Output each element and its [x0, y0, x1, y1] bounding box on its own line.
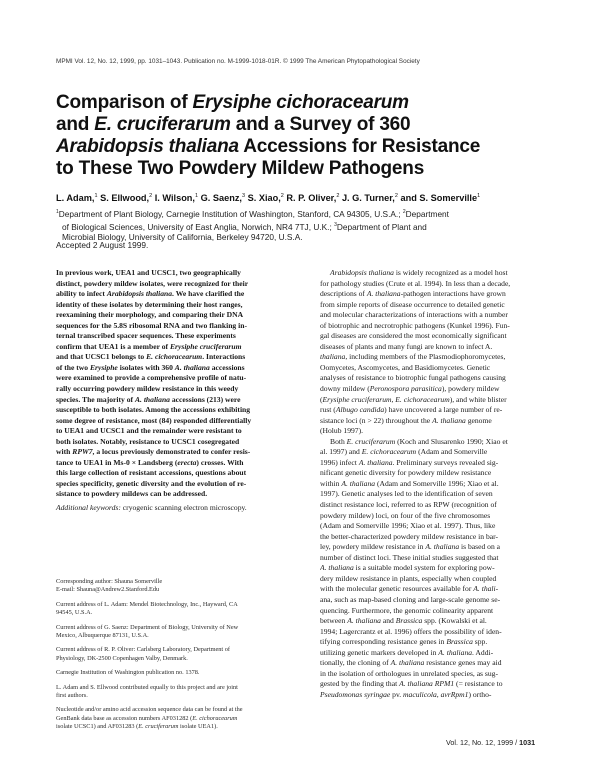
footnote-line: Physiology, DK-2500 Copenhagen Valby, Denmark. [56, 654, 188, 662]
text-line: for pathology studies (Crute et al. 1994). In less than a decade, [320, 278, 511, 288]
author-list [56, 193, 556, 203]
text-line: distinct, powdery mildew isolates, were recognized for their [56, 278, 249, 288]
text-line: Both E. cruciferarum (Koch and Slusarenko 1990; Xiao et [330, 436, 508, 446]
author-affiliation-mark: 2 [394, 193, 398, 199]
text-line: and molecular characterizations of interactions with a number [320, 310, 508, 320]
text-line: of biotrophic and necrotrophic pathogens (Kunkel 1996). Fun- [320, 320, 510, 330]
footnote-line: L. Adam and S. Ellwood contributed equally to this project and are joint [56, 683, 238, 691]
author-affiliation-mark: 3 [241, 193, 246, 199]
text-line: susceptible to both isolates. Among the accessions exhibiting [56, 405, 251, 415]
author-affiliation-mark: 2 [280, 193, 284, 199]
text-line: gested by the finding that A. thaliana RPM1 (= resistance to [320, 679, 503, 689]
text-line: species specificity, genetic diversity and the evolution of re- [56, 478, 247, 488]
footnote-line: Current address of R. P. Oliver: Carlsberg Laboratory, Department of [56, 646, 230, 654]
footnote [56, 578, 296, 595]
text-line: tance to UEA1 in Ms-0 × Landsberg (erecta) crosses. With [56, 457, 244, 467]
text-line: number of distinct loci. These initial studies suggested that [320, 552, 499, 562]
text-line: Pseudomonas syringae pv. maculicola, avrRpm1) ortho- [320, 689, 492, 699]
text-line: descriptions of A. thaliana-pathogen interactions have grown [320, 289, 506, 299]
text-line: tifying corresponding resistance genes in Brassica spp. [320, 637, 488, 647]
footer-journal: Vol. 12, No. 12, 1999 / [446, 738, 520, 747]
author-name: L. Adam, [56, 193, 95, 204]
title-line-4: to These Two Powdery Mildew Pathogens [56, 158, 425, 179]
text-line: utilizing genetic markers developed in A. thaliana. Addi- [320, 647, 494, 657]
affiliations [56, 207, 560, 243]
affiliation-line: Microbial Biology, University of California, Berkeley 94720, U.S.A. [62, 232, 303, 243]
footnote [56, 646, 296, 663]
text-line: al. 1997) and E. cichoracearum (Adam and Somerville [320, 447, 488, 457]
text-line: sequences for the 5.8S ribosomal RNA and two flanking in- [56, 320, 247, 330]
text-line: sistance to powdery mildews can be addressed. [56, 489, 208, 499]
text-line: 1997). Genetic analyses led to the identification of seven [320, 489, 493, 499]
page-footer [446, 738, 535, 747]
keywords [56, 503, 292, 514]
footnote-line: Corresponding author: Shauna Somerville [56, 578, 163, 585]
text-line: downy mildew (Peronospora parasitica), powdery mildew [320, 384, 500, 394]
text-line: ana, such as map-based cloning and large-scale genome se- [320, 594, 501, 604]
footnote-line: Nucleotide and/or amino acid accession sequence data can be found at the [56, 706, 243, 714]
text-line: analyses of resistance to biotrophic fungal pathogens causing [320, 373, 506, 383]
footnote-line: 94545, U.S.A. [56, 609, 93, 617]
right-column [320, 268, 560, 700]
text-line: reexamining their morphology, and comparing their DNA [56, 310, 244, 320]
text-line: with RPW7, a locus previously demonstrated to confer resis- [56, 447, 251, 457]
footnote [56, 624, 296, 641]
text-line: both isolates. Notably, resistance to UCSC1 cosegregated [56, 436, 240, 446]
text-line: of the two Erysiphe isolates with 360 A. thaliana accessions [56, 362, 245, 372]
text-line: 1996) infect A. thaliana. Preliminary surveys revealed sig- [320, 457, 499, 467]
text-line: and that UCSC1 belongs to E. cichoracearum. Interactions [56, 352, 246, 362]
article-title [56, 92, 556, 180]
text-line: A. thaliana is a suitable model system for exploring pow- [320, 563, 495, 573]
text-line: rally occurring powdery mildew resistance in this weedy [56, 384, 239, 394]
text-line: confirm that UEA1 is a member of Erysiphe cruciferarum [56, 341, 242, 351]
footnote [56, 669, 296, 677]
text-line: In previous work, UEA1 and UCSC1, two geographically [56, 268, 241, 277]
author-name: S. Ellwood, [100, 193, 150, 204]
author-affiliation-mark: 2 [336, 193, 340, 199]
text-line: identity of these isolates by determining their host ranges, [56, 299, 243, 309]
footnote [56, 684, 296, 701]
text-line: powdery mildew) loci, on four of the five chromosomes [320, 510, 491, 520]
author-name: I. Wilson, [154, 193, 195, 204]
footnote-line: Current address of L. Adam: Mendel Biotechnology, Inc., Hayward, CA [56, 600, 238, 608]
text-line: distinct resistance loci, referred to as RPW (recognition of [320, 500, 497, 510]
text-line: diseases of plants and many fungi are known to infect A. [320, 341, 493, 351]
text-line: quencing. Furthermore, the genomic colinearity apparent [320, 605, 494, 615]
text-line: rust (Albugo candida) have uncovered a large number of re- [320, 405, 503, 415]
text-line: (Erysiphe cruciferarum, E. cichoracearum), and white blister [320, 394, 507, 404]
footnote-line: GenBank data base as accession numbers AF031282 (E. cichoracearum [56, 714, 238, 722]
keywords-text: cryogenic scanning electron microscopy. [120, 503, 247, 513]
text-line: the better-characterized powdery mildew resistance in bar- [320, 531, 499, 541]
text-line: within A. thaliana (Adam and Somerville 1996; Xiao et al. [320, 478, 499, 488]
footnote-line: E-mail: Shauna@Andrew2.Stanford.Edu [56, 586, 160, 594]
text-line: dery mildew resistance in plants, especially when coupled [320, 573, 497, 583]
text-line: 1994; Lagercrantz et al. 1996) offers the possibility of iden- [320, 626, 502, 636]
intro-paragraph-2 [320, 437, 560, 701]
text-line: ley, powdery mildew resistance in A. thaliana is based on a [320, 542, 501, 552]
text-line: gal diseases are considered the most economically significant [320, 331, 507, 341]
page-number: 1031 [519, 738, 536, 747]
text-line: this large collection of resistant accessions, questions about [56, 468, 247, 478]
footnote-line: isolate UCSC1) and AF031283 (E. cruciferarum isolate UEA1). [56, 723, 218, 731]
footnote-line: Carnegie Institution of Washington publication no. 1378. [56, 669, 200, 677]
title-line-1: Comparison of Erysiphe cichoracearum [56, 92, 409, 113]
author-name: J. G. Turner, [341, 193, 395, 204]
left-column [56, 268, 292, 514]
keywords-label: Additional keywords: [56, 503, 121, 513]
abstract [56, 268, 292, 500]
text-line: (Adam and Somerville 1996; Xiao et al. 1997). Thus, like [320, 521, 496, 531]
text-line: Arabidopsis thaliana is widely recognized as a model host [330, 268, 508, 277]
text-line: ternal transcribed spacer sequences. These experiments [56, 331, 236, 341]
author-affiliation-mark: 1 [94, 193, 98, 199]
journal-citation-header: MPMI Vol. 12, No. 12, 1999, pp. 1031–1043. Publication no. M-1999-1018-01R. © 1999 The American Phytopathological Society [56, 58, 420, 65]
footnote [56, 601, 296, 618]
author-name: G. Saenz, [200, 193, 242, 204]
accepted-date: Accepted 2 August 1999. [56, 240, 149, 250]
title-line-2: and E. cruciferarum and a Survey of 360 [56, 114, 411, 135]
intro-paragraph-1 [320, 268, 560, 437]
text-line: between A. thaliana and Brassica spp. (Kowalski et al. [320, 616, 487, 626]
text-line: thaliana, including members of the Plasmodiophoromycetes, [320, 352, 506, 362]
text-line: (Holub 1997). [320, 426, 364, 436]
text-line: in the isolation of orthologues in unrelated species, as sug- [320, 668, 498, 678]
footnotes [56, 578, 296, 738]
text-line: from simple reports of disease occurrence to detailed genetic [320, 299, 505, 309]
footnote-line: Current address of G. Saenz: Department of Biology, University of New [56, 623, 239, 631]
text-line: nificant genetic diversity for powdery mildew resistance [320, 468, 492, 478]
author-name: R. P. Oliver, [286, 193, 337, 204]
text-line: some degree of resistance, most (84) responded differentially [56, 415, 252, 425]
author-affiliation-mark: 1 [477, 193, 481, 199]
affiliation-line: of Biological Sciences, University of East Anglia, Norwich, NR4 7TJ, U.K.; $^3$Department of Plant and [62, 221, 427, 232]
abstract-paragraph [56, 268, 292, 500]
footnote [56, 706, 296, 731]
author-affiliation-mark: 1 [194, 193, 199, 199]
author-affiliation-mark: 2 [149, 193, 153, 199]
text-line: to UEA1 and UCSC1 and the remainder were resistant to [56, 426, 242, 436]
footnote-line: first authors. [56, 692, 88, 700]
text-line: were examined to provide a comprehensive profile of natu- [56, 373, 247, 383]
title-line-3: Arabidopsis thaliana Accessions for Resistance [56, 136, 481, 157]
author-name: S. Xiao, [247, 193, 281, 204]
text-line: Oomycetes, Ascomycetes, and Basidiomycetes. Genetic [320, 362, 491, 372]
text-line: species. The majority of A. thaliana accessions (213) were [56, 394, 241, 404]
affiliation-line: $^1$Department of Plant Biology, Carnegie Institution of Washington, Stanford, CA 94305, U.S.A.; $^2$Department [56, 208, 449, 219]
text-line: sistance loci (n > 22) throughout the A. thaliana genome [320, 415, 492, 425]
text-line: with the molecular genetic resources available for A. thali- [320, 584, 499, 594]
text-line: tionally, the cloning of A. thaliana resistance genes may aid [320, 658, 502, 668]
footnote-line: Mexico, Albuquerque 87131, U.S.A. [56, 632, 149, 640]
author-name: and S. Somerville [400, 193, 478, 204]
text-line: ability to infect Arabidopsis thaliana. We have clarified the [56, 289, 245, 299]
